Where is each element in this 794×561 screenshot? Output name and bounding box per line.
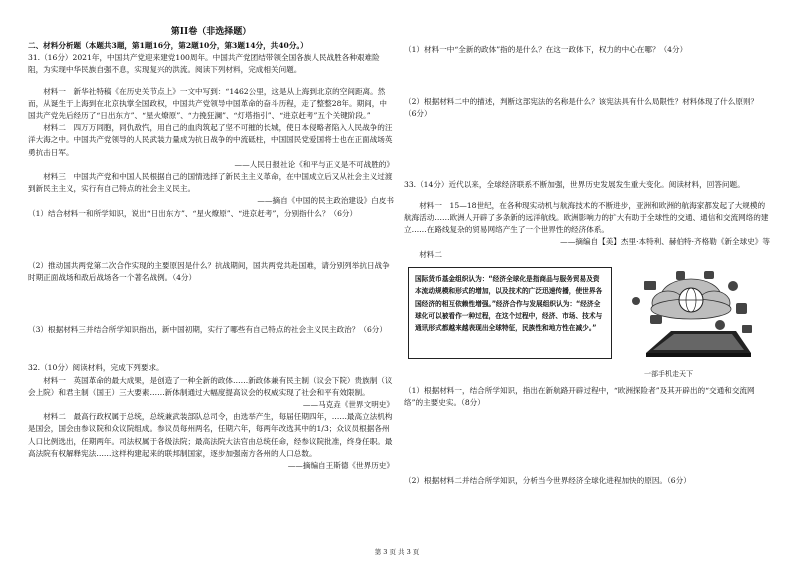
q33-material-2-label: 材料二 xyxy=(419,249,442,259)
smartphone-globalization-illustration xyxy=(616,267,766,363)
q33-subquestion-1: （1）根据材料一，结合所学知识，指出在新航路开辟过程中，“欧洲探险者”及其开辟出的“交通和交流网络”的主要史实。（8分） xyxy=(404,385,755,408)
q31-subquestion-1: （1）结合材料一和所学知识，说出“日出东方”、“星火燎原”、“进京赶考”，分别指什么？（6分） xyxy=(28,208,358,218)
section-title: 第II卷（非选择题） xyxy=(170,27,252,37)
q31-material-3-source: ——摘自《中国的民主政治建设》白皮书 xyxy=(257,196,394,206)
user-icon xyxy=(715,320,725,330)
q33-material-1: 材料一 15—18世纪，在各种现实动机与航海技术的不断进步，亚洲和欧洲的航海家都发起了大规模的航海活动……欧洲人开辟了多条新的远洋航线。欧洲影响力的扩大有助于全球性的交通、通信和交流网络的建立……在路线复杂的贸易网络产生了一个世界性的经济体系。 xyxy=(404,200,769,235)
q31-intro: 31.（16分）2021年，中国共产党迎来建党100周年。中国共产党团结带领全国各族人民战胜各种艰难险阻，为实现中华民族自强不息，实现复兴的洪流。阅读下列材料，完成相关问题。 xyxy=(28,53,380,75)
q31-material-3: 材料三 中国共产党和中国人民根据自己的国情选择了新民主主义革命，在中国成立后又从社会主义过渡到新民主主义，实行有自己特点的社会主义民主。 xyxy=(28,172,393,194)
q32-material-2-source: ——摘编自王斯德《世界历史》 xyxy=(287,461,394,471)
cart-icon xyxy=(704,271,714,279)
q32-subquestion-1: （1）材料一中“全新的政体”指的是什么？在这一政体下，权力的中心在哪？（4分） xyxy=(404,45,688,54)
camera-icon xyxy=(650,315,662,324)
envelope-icon xyxy=(644,281,656,290)
globe-icon xyxy=(679,288,703,312)
star-icon xyxy=(632,297,640,305)
q32-material-1: 材料一 英国革命的最大成果，是创造了一种全新的政体……新政体兼有民主制（议会下院）贵族制（议会上院）和君主制（国王）三大要素……新体制通过大幅度提高议会的权威实现了社会和平有效限制。 xyxy=(28,375,393,397)
q32-material-2: 材料二 最高行政权属于总统，总统兼武装部队总司令，由选举产生，每届任期四年，……最高立法机构是国会，国会由参议院和众议院组成。参议员每州两名，任期六年，每两年改选其中的1/3；众议员根据各州人口比例选出，任期两年。司法权属于各级法院；最高法院大法官由总统任命，经参议院批准，终身任职。最高法院有权解释宪法……这样构建起来的联邦制国家，逐步加强南方各州的人口总数。 xyxy=(28,412,393,458)
q32-subquestion-2: （2）根据材料二中的描述，判断这部宪法的名称是什么？该宪法具有什么局限性？材料体现了什么原则？（6分） xyxy=(404,97,759,119)
quote-box: 国际货币基金组织认为：“经济全球化是指商品与服务贸易及资本流动规模和形式的增加，以及技术的广泛迅速传播，使世界各国经济的相互依赖性增强。”经济合作与发展组织认为：“经济全球化可以被看作一种过程，在这个过程中，经济、市场、技术与通讯形式都越来越表现出全球特征，民族性和地方性在减少。” xyxy=(408,267,612,359)
q31-material-1: 材料一 新华社特稿《在历史关节点上》一文中写到：“1462公里，这是从上海到北京的空间距离。然而，从诞生于上海到在北京执掌全国政权，中国共产党领导中国革命的奋斗历程，走了整整28年。期间，中国共产党先后经历了“日出东方”、“星火燎原”、“力挽狂澜”、“灯塔指引”、“进京赶考”五个关键阶段。” xyxy=(28,86,387,121)
right-column xyxy=(404,0,770,487)
figure-caption: 一部手机走天下 xyxy=(644,369,693,378)
gear-icon xyxy=(728,281,738,291)
q32-intro: 32.（10分）阅读材料，完成下列要求。 xyxy=(28,363,164,373)
video-icon xyxy=(742,325,752,333)
q31-material-2-source: ——人民日报社论《和平与正义是不可战胜的》 xyxy=(234,159,394,169)
q33-intro: 33.（14分）近代以来，全球经济联系不断加强，世界历史发展发生重大变化。阅读材料，回答问题。 xyxy=(404,179,745,189)
smartphone-icon xyxy=(646,331,751,357)
music-icon xyxy=(676,271,685,280)
q31-material-2: 材料二 四万万同胞，同仇敌忾，用自己的血肉筑起了坚不可摧的长城，使日本侵略者陷入人民战争的汪洋大海之中。中国共产党领导的人民武装力量成为抗日战争的中流砥柱，中国国民党爱国将士也在正面战场英勇抗击日军。 xyxy=(28,123,393,157)
page-footer: 第 3 页 共 3 页 xyxy=(374,548,420,556)
q31-subquestion-3: （3）根据材料三并结合所学知识指出，新中国初期，实行了哪些有自己特点的社会主义民主政治？（6分） xyxy=(28,325,387,335)
material-2-figure xyxy=(406,267,768,385)
q33-material-1-source: ——摘编自【美】杰里·本特利、赫伯特·齐格勒《新全球史》等 xyxy=(560,237,770,247)
left-column xyxy=(28,0,394,472)
q33-subquestion-2: （2）根据材料二并结合所学知识，分析当今世界经济全球化进程加快的原因。（6分） xyxy=(404,476,691,486)
section-heading: 二、材料分析题（本题共3题，第1题16分，第2题10分，第3题14分，共40分。） xyxy=(28,41,308,50)
q32-material-1-source: ——马克垚《世界文明史》 xyxy=(302,400,394,410)
chart-icon xyxy=(736,303,747,314)
q31-subquestion-2: （2）推动国共两党第二次合作实现的主要原因是什么？抗战期间，国共两党共赴国难，请分别列举抗日战争时期正面战场和敌后战场各一个著名战例。（4分） xyxy=(28,260,390,283)
